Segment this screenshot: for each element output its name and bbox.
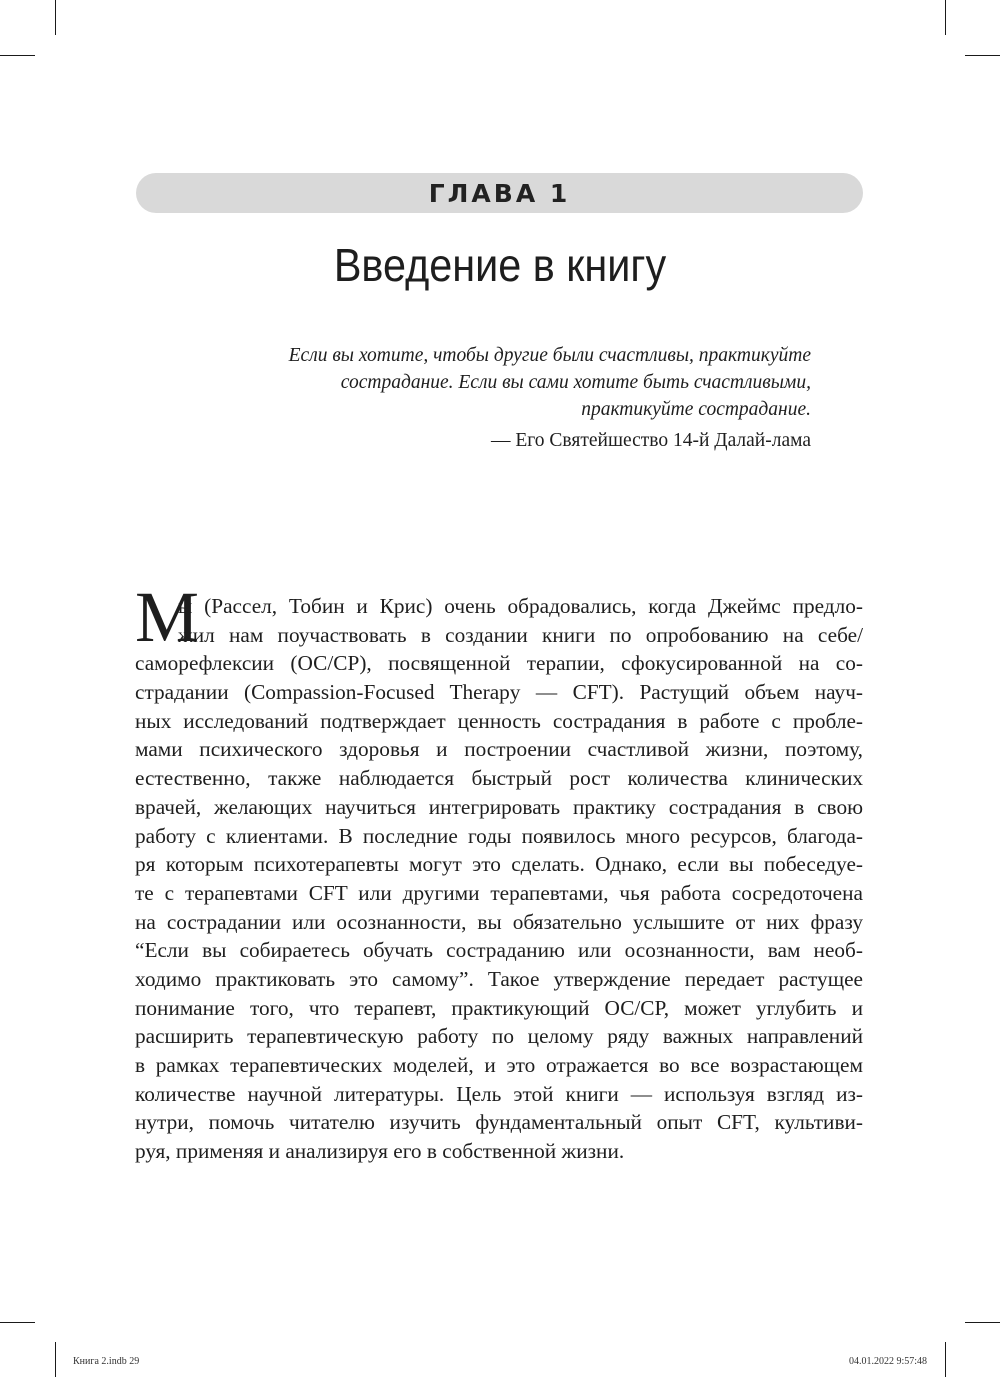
epigraph-line: практикуйте сострадание.: [581, 399, 811, 420]
body-paragraph: [135, 592, 863, 1166]
crop-mark: [965, 1322, 1000, 1323]
crop-mark: [945, 0, 946, 35]
text-line: ных исследований подтверждает ценность сострадания в работе с пробле-: [135, 708, 863, 733]
crop-mark: [55, 0, 56, 35]
text-line: саморефлексии (ОС/СР), посвященной терапии, сфокусированной на со-: [135, 651, 863, 676]
chapter-title: Введение в книгу: [333, 239, 667, 291]
footer-file-info: Книга 2.indb 29: [73, 1356, 140, 1367]
epigraph-quote: [200, 342, 811, 423]
text-line: ы (Рассел, Тобин и Крис) очень обрадовались, когда Джеймс предло-: [178, 594, 863, 618]
text-line: ря которым психотерапевты могут это сделать. Однако, если вы побеседуе-: [135, 852, 863, 877]
text-line: на сострадании или осознанности, вы обязательно услышите от них фразу: [135, 909, 863, 934]
text-line: руя, применяя и анализируя его в собственной жизни.: [135, 1139, 625, 1164]
text-line: понимание того, что терапевт, практикующий ОС/СР, может углубить и: [135, 995, 863, 1020]
crop-mark: [55, 1342, 56, 1377]
text-line: те с терапевтами CFT или другими терапевтами, чья работа сосредоточена: [135, 880, 863, 905]
drop-cap: М: [135, 577, 200, 657]
text-line: мами психического здоровья и построении счастливой жизни, поэтому,: [135, 737, 863, 762]
text-line: работу с клиентами. В последние годы появилось много ресурсов, благода-: [135, 823, 863, 848]
text-line: “Если вы собираетесь обучать состраданию или осознанности, вам необ-: [135, 938, 863, 963]
epigraph-author: — Его Святейшество 14-й Далай-лама: [491, 430, 811, 451]
crop-mark: [945, 1342, 946, 1377]
text-line: естественно, также наблюдается быстрый рост количества клинических: [135, 766, 863, 791]
epigraph-line: сострадание. Если вы сами хотите быть счастливыми,: [340, 372, 811, 393]
crop-mark: [0, 1322, 35, 1323]
epigraph: [200, 342, 811, 454]
footer-timestamp: 04.01.2022 9:57:48: [848, 1356, 927, 1367]
text-line: количестве научной литературы. Цель этой книги — используя взгляд из-: [135, 1081, 863, 1106]
text-line: ходимо практиковать это самому”. Такое утверждение передает растущее: [135, 966, 863, 991]
text-line: страдании (Compassion-Focused Therapy — CFT). Растущий объем науч-: [135, 680, 863, 705]
chapter-banner: [136, 173, 863, 213]
chapter-number: ГЛАВА 1: [428, 178, 571, 208]
text-line: врачей, желающих научиться интегрировать практику сострадания в свою: [135, 794, 863, 819]
text-line: расширить терапевтическую работу по целому ряду важных направлений: [135, 1024, 863, 1049]
text-line: нутри, помочь читателю изучить фундаментальный опыт CFT, культиви-: [135, 1110, 863, 1135]
crop-mark: [0, 55, 35, 56]
text-line: жил нам поучаствовать в создании книги по опробованию на себе/: [178, 622, 863, 647]
crop-mark: [965, 55, 1000, 56]
epigraph-line: Если вы хотите, чтобы другие были счастливы, практикуйте: [288, 345, 811, 366]
text-line: в рамках терапевтических моделей, и это отражается во все возрастающем: [135, 1053, 863, 1077]
